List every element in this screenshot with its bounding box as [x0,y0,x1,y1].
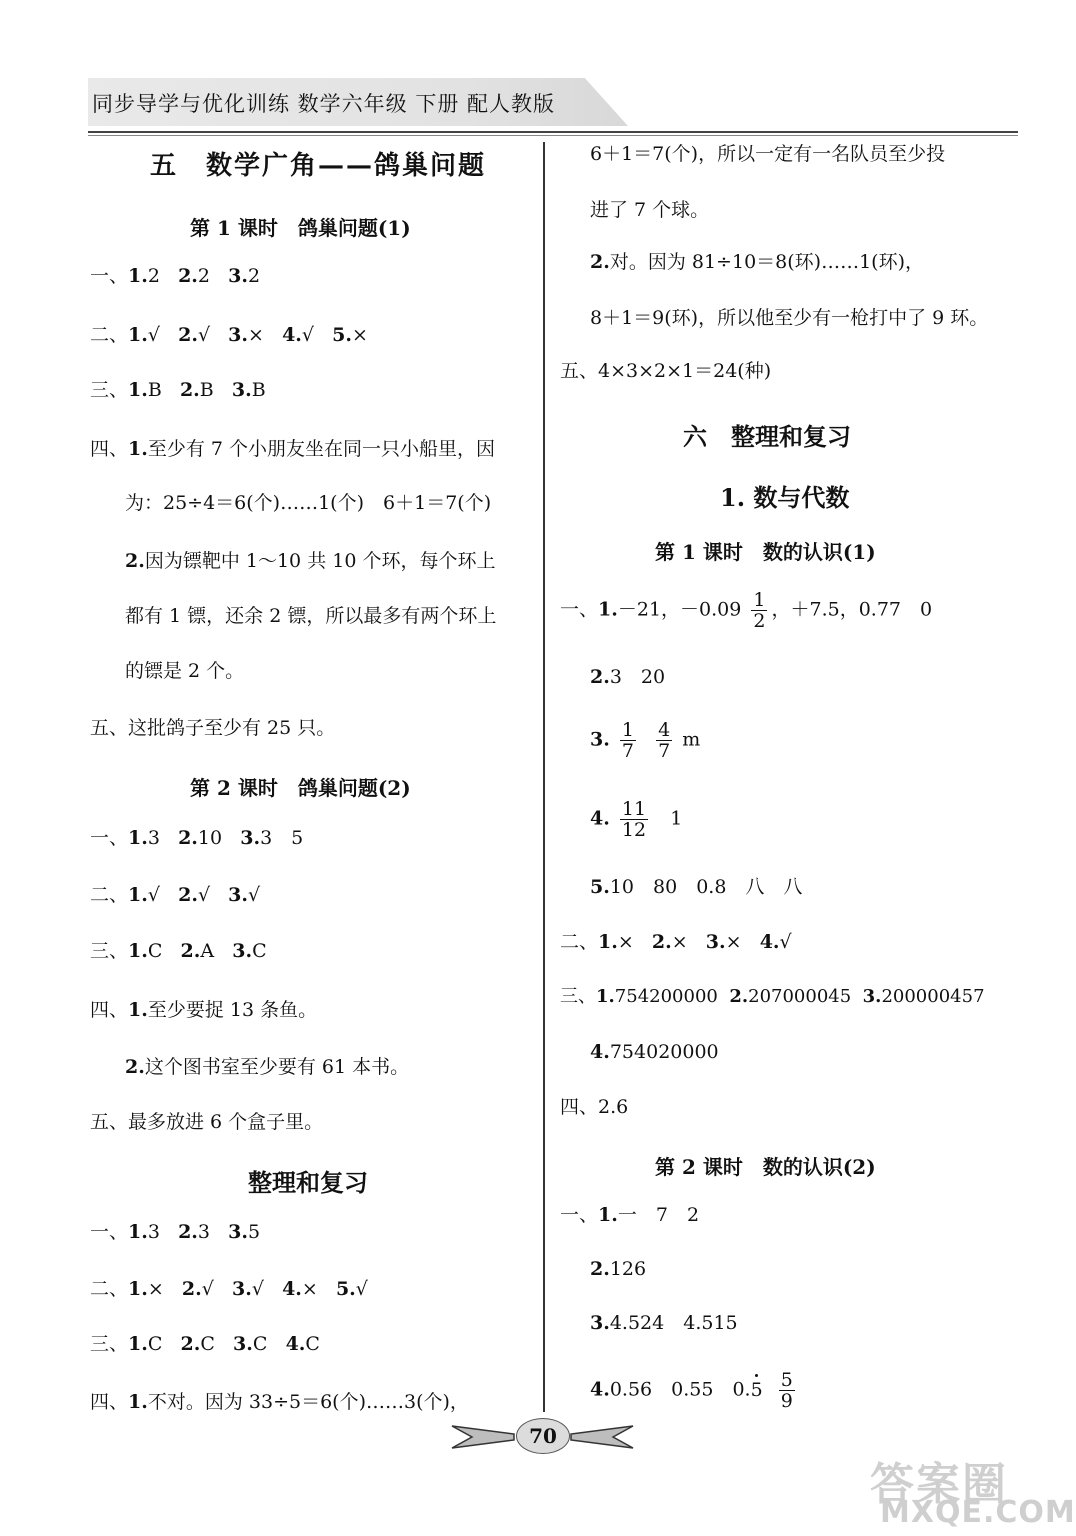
answer-row: 四、2.6 [560,1096,629,1118]
answer-row: 一、1.3 2.3 3.5 [90,1221,261,1243]
page-number: 70 [516,1418,570,1454]
answer-row: 4.0.56 0.55 0.5 $\frac{5}{9}$ [590,1369,793,1412]
subsection-title: 1. 数与代数 [720,483,850,512]
lesson-title-r1: 第 1 课时 数的认识(1) [655,540,876,564]
answer-row: 一、1.一 7 2 [560,1204,700,1226]
lesson-title-r2: 第 2 课时 数的认识(2) [655,1155,876,1179]
fraction: $\frac{1}{7}$ [621,719,634,762]
page-number-ornament [450,1418,635,1454]
answer-row: 2.3 20 [590,666,666,688]
answer-row: 五、最多放进 6 个盒子里。 [90,1111,324,1133]
fraction: $\frac{4}{7}$ [658,719,671,762]
column-divider [543,142,545,1412]
chapter-title-6: 六 整理和复习 [683,422,851,451]
watermark-logo: 答案圈 [870,1459,1008,1510]
answer-row: 3.4.524 4.515 [590,1312,738,1334]
answer-row: 2.因为镖靶中 1～10 共 10 个环，每个环上 [125,550,496,572]
answer-row: 进了 7 个球。 [590,199,710,221]
answer-row: 二、1.√ 2.√ 3.√ [90,884,261,906]
answer-row: 2.这个图书室至少要有 61 本书。 [125,1056,410,1078]
answer-row: 6＋1＝7(个)，所以一定有一名队员至少投 [590,143,946,165]
answer-row: 4. $\frac{11}{12}$ 1 [590,798,683,841]
answer-row: 3. $\frac{1}{7}$ $\frac{4}{7}$ m [590,719,701,762]
fraction: $\frac{5}{9}$ [780,1369,793,1412]
answer-row: 四、1.至少要捉 13 条鱼。 [90,999,318,1021]
header-rule [88,131,1018,133]
fraction: $\frac{11}{12}$ [621,798,647,841]
watermark-url: MXQE.COM [880,1495,1076,1530]
answer-row: 三、1.C 2.C 3.C 4.C [90,1333,320,1355]
answer-row: 2.126 [590,1258,647,1280]
chapter-title-5: 五 数学广角——鸽巢问题 [150,151,487,181]
book-header-title: 同步导学与优化训练 数学六年级 下册 配人教版 [92,92,556,116]
repeating-decimal-digit: 5 [750,1378,763,1401]
answer-row: 二、1.× 2.√ 3.√ 4.× 5.√ [90,1278,368,1300]
answer-row: 为：25÷4＝6(个)……1(个) 6＋1＝7(个) [125,492,492,514]
answer-row: 一、1.－21，－0.09 $\frac{1}{2}$ ，＋7.5，0.77 0 [560,589,933,632]
answer-row: 一、1.2 2.2 3.2 [90,265,261,287]
answer-row: 4.754020000 [590,1041,719,1063]
answer-row: 三、1.754200000 2.207000045 3.200000457 [560,986,985,1007]
answer-row: 四、1.不对。因为 33÷5＝6(个)……3(个)， [90,1391,469,1413]
lesson-title-1: 第 1 课时 鸽巢问题(1) [190,216,411,240]
section-title-review: 整理和复习 [248,1168,368,1197]
answer-row: 都有 1 镖，还余 2 镖，所以最多有两个环上 [125,605,497,627]
answer-row: 5.10 80 0.8 八 八 [590,876,803,898]
header-rule-thin [88,135,1018,136]
lesson-title-2: 第 2 课时 鸽巢问题(2) [190,776,411,800]
answer-row: 2.对。因为 81÷10＝8(环)……1(环)， [590,251,924,273]
answer-row: 一、1.3 2.10 3.3 5 [90,827,304,849]
answer-row: 的镖是 2 个。 [125,660,245,682]
answer-row: 三、1.B 2.B 3.B [90,379,266,401]
answer-row: 四、1.至少有 7 个小朋友坐在同一只小船里，因 [90,438,496,460]
answer-row: 五、这批鸽子至少有 25 只。 [90,717,336,739]
answer-row: 二、1.√ 2.√ 3.× 4.√ 5.× [90,324,368,346]
answer-row: 三、1.C 2.A 3.C [90,940,267,962]
fraction: $\frac{1}{2}$ [753,589,766,632]
answer-row: 二、1.× 2.× 3.× 4.√ [560,931,792,953]
answer-row: 8＋1＝9(环)，所以他至少有一枪打中了 9 环。 [590,307,989,329]
answer-row: 五、4×3×2×1＝24(种) [560,360,772,382]
